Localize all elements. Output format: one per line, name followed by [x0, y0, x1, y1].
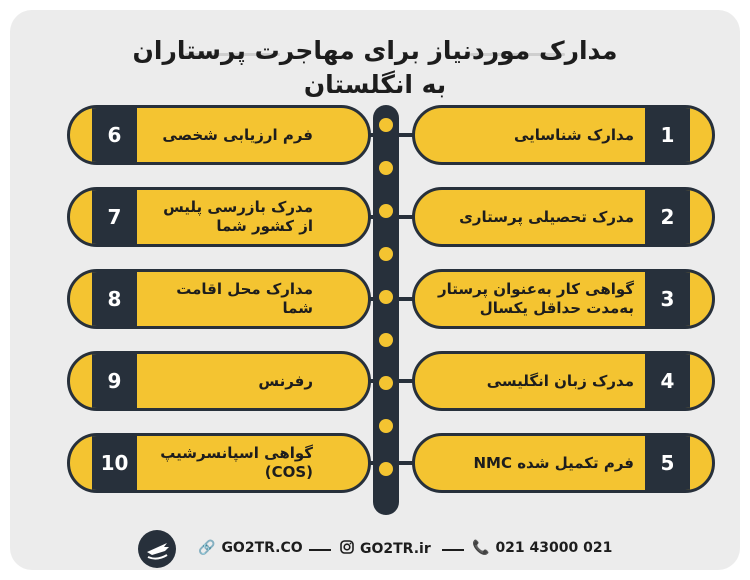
instagram-link[interactable] [340, 540, 431, 558]
item-number-badge: 3 [645, 272, 690, 326]
list-item-10 [67, 433, 371, 493]
timeline-dot [379, 290, 393, 304]
list-item-4 [412, 351, 715, 411]
timeline-dot [379, 247, 393, 261]
item-number-badge: 1 [645, 108, 690, 162]
item-number-badge: 9 [92, 354, 137, 408]
item-label: مدارک شناسایی [513, 125, 634, 144]
timeline-dot [379, 462, 393, 476]
item-label: مدرک زبان انگلیسی [486, 371, 634, 390]
item-label: مدارک محل اقامت شما [176, 280, 313, 317]
connector [399, 297, 413, 301]
timeline-dot [379, 376, 393, 390]
link-icon: 🔗 [198, 540, 216, 556]
item-number-badge: 4 [645, 354, 690, 408]
connector [399, 215, 413, 219]
timeline-dot [379, 118, 393, 132]
item-number-badge: 6 [92, 108, 137, 162]
item-label: فرم تکمیل شده NMC [473, 453, 634, 472]
list-item-2 [412, 187, 715, 247]
phone-icon: 📞 [472, 540, 490, 556]
footer-separator [442, 549, 464, 551]
website-text: GO2TR.CO [221, 540, 303, 556]
item-number-badge: 7 [92, 190, 137, 244]
list-item-5 [412, 433, 715, 493]
website-link[interactable] [198, 540, 303, 556]
timeline-dot [379, 161, 393, 175]
phone-link[interactable] [472, 540, 612, 556]
list-item-6 [67, 105, 371, 165]
item-number-badge: 10 [92, 436, 137, 490]
item-label: رفرنس [258, 371, 313, 390]
item-label: مدرک بازرسی پلیس از کشور شما [163, 198, 313, 235]
phone-text: 021 43000 021 [495, 540, 613, 556]
item-number-badge: 2 [645, 190, 690, 244]
item-label: گواهی اسپانسرشیپ (COS) [160, 444, 313, 481]
list-item-7 [67, 187, 371, 247]
page-title-line2: به انگلستان [303, 70, 447, 99]
item-number-badge: 5 [645, 436, 690, 490]
connector [399, 461, 413, 465]
page-title: مدارک موردنیاز برای مهاجرت پرستاران [132, 36, 618, 65]
connector [399, 133, 413, 137]
instagram-icon [340, 540, 354, 558]
list-item-8 [67, 269, 371, 329]
list-item-3 [412, 269, 715, 329]
timeline-dot [379, 204, 393, 218]
item-number-badge: 8 [92, 272, 137, 326]
timeline-dot [379, 333, 393, 347]
instagram-text: GO2TR.ir [360, 541, 431, 557]
item-label: مدرک تحصیلی پرستاری [459, 207, 634, 226]
connector [399, 379, 413, 383]
footer-separator [309, 549, 331, 551]
item-label: فرم ارزیابی شخصی [162, 125, 313, 144]
footer [10, 530, 740, 568]
item-label: گواهی کار به‌عنوان پرستار به‌مدت حداقل یکسال [437, 280, 634, 317]
infographic-card [10, 10, 740, 570]
logo-plane-icon [138, 530, 176, 568]
list-item-1 [412, 105, 715, 165]
list-item-9 [67, 351, 371, 411]
timeline-dot [379, 419, 393, 433]
